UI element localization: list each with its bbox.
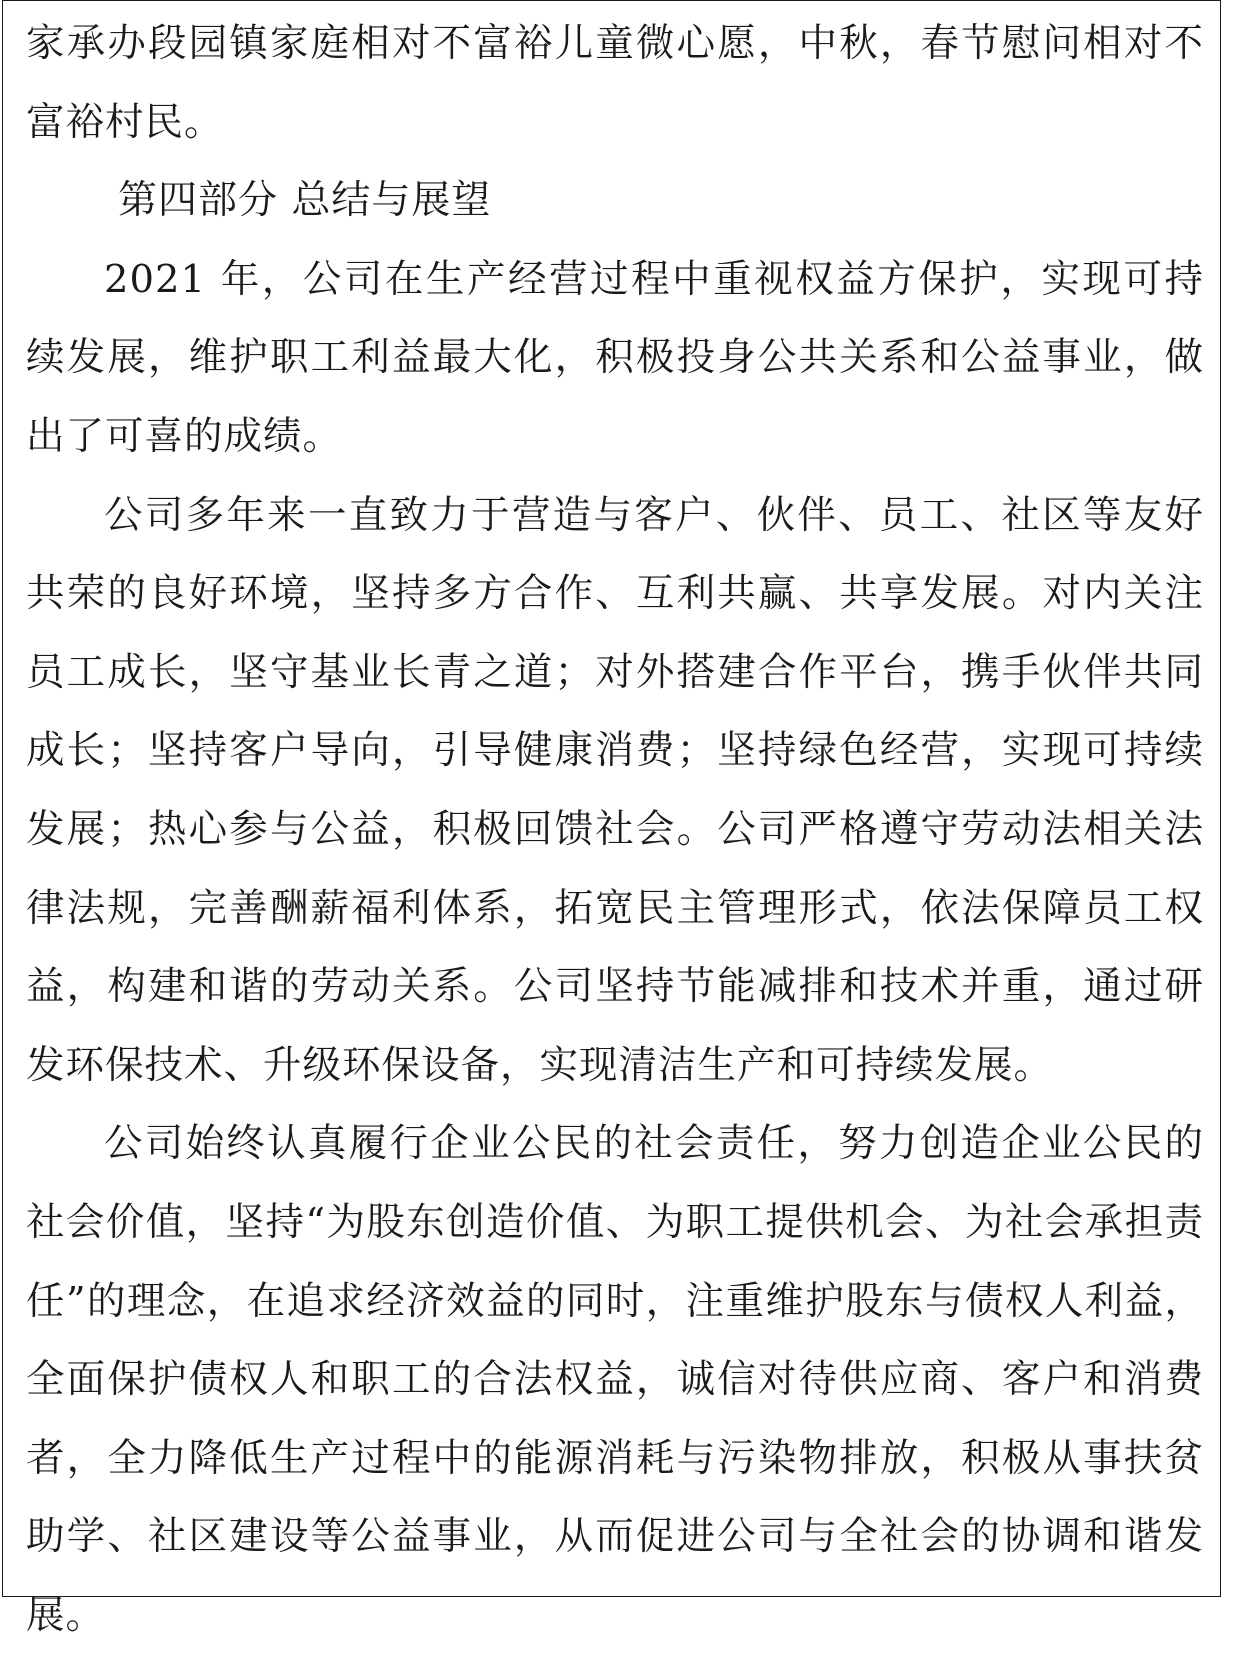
section-heading: 第四部分 总结与展望 xyxy=(118,178,492,224)
continued-paragraph: 家承办段园镇家庭相对不富裕儿童微心愿，中秋，春节慰问相对不富裕村民。 xyxy=(26,21,1204,145)
paragraph-summary: 2021 年，公司在生产经营过程中重视权益方保护，实现可持续发展，维护职工利益最大化，积极投身公共关系和公益事业，做出了可喜的成绩。 xyxy=(26,256,1204,459)
paragraph-social-responsibility: 公司始终认真履行企业公民的社会责任，努力创造企业公民的社会价值，坚持“为股东创造价值、为职工提供机会、为社会承担责任”的理念，在追求经济效益的同时，注重维护股东与债权人利益，全面保护债权人和职工的合法权益，诚信对待供应商、客户和消费者，全力降低生产过程中的能源消耗与污染物排放，积极从事扶贫助学、社区建设等公益事业，从而促进公司与全社会的协调和谐发展。 xyxy=(26,1121,1204,1638)
page-frame xyxy=(2,0,1221,1638)
paragraph-environment: 公司多年来一直致力于营造与客户、伙伴、员工、社区等友好共荣的良好环境，坚持多方合作、互利共赢、共享发展。对内关注员工成长，坚守基业长青之道；对外搭建合作平台，携手伙伴共同成长；坚持客户导向，引导健康消费；坚持绿色经营，实现可持续发展；热心参与公益，积极回馈社会。公司严格遵守劳动法相关法律法规，完善酬薪福利体系，拓宽民主管理形式，依法保障员工权益，构建和谐的劳动关系。公司坚持节能减排和技术并重，通过研发环保技术、升级环保设备，实现清洁生产和可持续发展。 xyxy=(26,492,1204,1088)
document-body xyxy=(26,5,1204,1655)
